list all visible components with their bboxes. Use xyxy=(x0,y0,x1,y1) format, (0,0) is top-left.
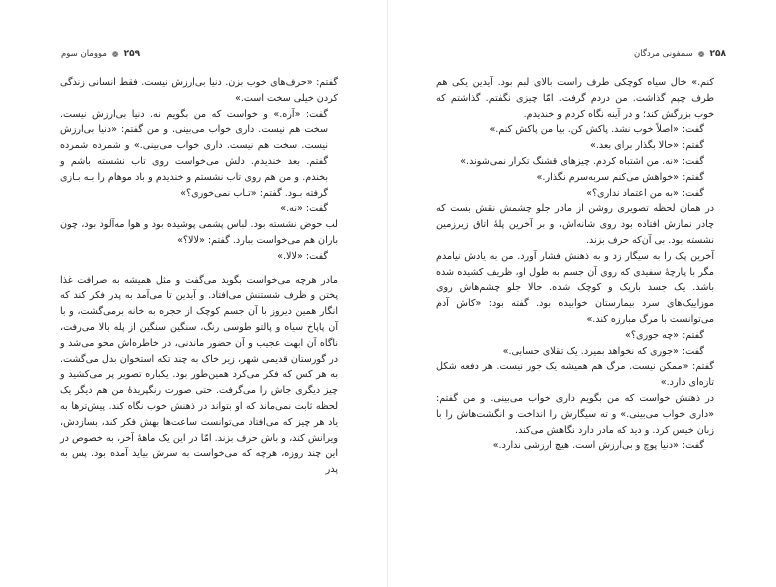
page-number: ۲۵۸ xyxy=(709,49,726,59)
paragraph: گفت: «به من اعتماد نداری؟» xyxy=(586,187,704,199)
ornament-icon: ❁ xyxy=(697,49,705,59)
paragraph: گفتم: «چه جوری؟» xyxy=(625,329,704,341)
right-page xyxy=(388,0,776,587)
ornament-icon: ❁ xyxy=(111,49,119,59)
page-number: ۲۵۹ xyxy=(123,49,141,59)
paragraph: گفتم: «ممکن نیست. مرگ هم همیشه یک جور نیست. هر دفعه شکل تازه‌ای دارد.» xyxy=(436,361,714,389)
paragraph: گفت: «آره.» و خواست که من بگویم نه. دنیا بی‌ارزش نیست. سخت هم نیست. داری خواب می‌بینی. و من گفتم: «دنیا بی‌ارزش نیست. سخت هم نیست. داری خواب می‌بینی.» و شمرده شمرده گفتم. بعد خندیدم. دلش می‌خواست روی تاب نشسته باشم و بخندم. و من هم روی تاب نشستم و خندیدم و باد موهام را بـه بـازی گرفته بـود. گفتم: «تـاب نمی‌خوری؟» xyxy=(60,108,328,199)
paragraph: لب حوض نشسته بود. لباس پشمی پوشیده بود و هوا مه‌آلود بود، چون باران هم می‌خواست ببارد. گفتم: «لالا؟» xyxy=(60,219,338,246)
paragraph: گفت: «نه.» xyxy=(280,203,328,215)
paragraph: گفتم: «حالا بگذار برای بعد.» xyxy=(589,140,704,152)
paragraph: گفت: «لالا.» xyxy=(277,250,328,262)
paragraph: گفتم: «حرف‌های خوب بزن. دنیا بی‌ارزش نیست. فقط انسانی زندگی کردن خیلی سخت است.» xyxy=(60,77,338,104)
paragraph: کنم.» خال سیاه کوچکی طرف راست بالای لبم بود. آیدین یکی هم طرف چپم گذاشت. من دردم گرفت. امّا چیزی نگفتم. گذاشتم که خوب بزرگش کند؛ و در آینه نگاه کردم و خندیدم. xyxy=(436,77,714,120)
paragraph: گفت: «جوری که نخواهد بمیرد. یک تقلای حسابی.» xyxy=(502,345,704,357)
paragraph: گفت: «دنیا پوچ و بی‌ارزش است. هیچ ارزشی ندارد.» xyxy=(492,440,704,452)
text-column xyxy=(60,75,338,478)
paragraph: در ذهنش خواست که من بگویم داری خواب می‌بینی. و من گفتم: «داری خواب می‌بینی.» و ته سیگارش را انداخت و انگشت‌هاش را با زبان خیس کرد. و دید که مادر دارد نگاهش می‌کند. xyxy=(436,392,714,436)
paragraph: گفتم: «خواهش می‌کنم سربه‌سرم نگذار.» xyxy=(536,171,704,183)
page-header xyxy=(61,47,140,61)
running-title: موومان سوم xyxy=(61,49,107,59)
paragraph: گفت: «اصلاً خوب نشد. پاکش کن. بیا من پاکش کنم.» xyxy=(489,124,704,136)
text-column xyxy=(436,75,714,454)
paragraph: مادر هرچه می‌خواست بگوید می‌گفت و مثل همیشه به صرافت غذا پختن و ظرف شستنش می‌افتاد. و آیدین تا می‌آمد به پدر فکر کند که انگار همین دیروز با آن جسم کوچک از حجره به خانه برمی‌گشت، و با آن پاپاخ سیاه و پالتو طوسی رنگ، سنگین سنگین از پله بالا می‌رفت، ناگاه آن ابهت عجیب و آن حضور ماندنی، در خاطره‌اش محو می‌شد و در گورستان قدیمی شهر، زیر خاک به چند تکه استخوان بدل می‌گشت. به هر کس که فکر می‌کرد همین‌طور بود. یکباره تصویر پر می‌کشید و چیز دیگری جاش را می‌گرفت. حتی صورت رنگپریدهٔ من هم دیگر یک لحظه ثابت نمی‌ماند که او بتواند در ذهنش خوب نگاه کند. پیش‌ترها به یاد هر چیز که می‌افتاد می‌توانست ساعت‌ها بهش فکر کند، بسازدش، ویرانش کند، و باش حرف بزند. امّا در این یک ماههٔ آخر، به خصوص در این چند روزه، هرچه که می‌خواست به سرش بیاید آمده بود. پس به پدر xyxy=(60,274,338,476)
paragraph: در همان لحظه تصویری روشن از مادر جلو چشمش نقش بست که چادر نمازش افتاده بود روی شانه‌اش، و بر آخرین پلهٔ اتاق زیرزمین نشسته بود. بی آن‌که حرف بزند. xyxy=(436,203,714,246)
running-title: سمفونی مردگان xyxy=(634,49,693,59)
paragraph: آخرین پک را به سیگار زد و به ذهنش فشار آورد. من به یادش نیامدم مگر با پارچهٔ سفیدی که روی آن جسم به طول او، ظریف کشیده شده باشد. یک جسد باریک و کوچک شده. حالا جلو چشم‌هاش روی موزاییک‌های سرد بیمارستان خوابیده بود. گفته بود: «کاش آدم می‌توانست با مرگ مبارزه کند.» xyxy=(436,250,714,325)
paragraph: گفت: «نه. من اشتباه کردم. چیزهای قشنگ تکرار نمی‌شوند.» xyxy=(460,155,704,167)
page-header xyxy=(634,47,726,61)
